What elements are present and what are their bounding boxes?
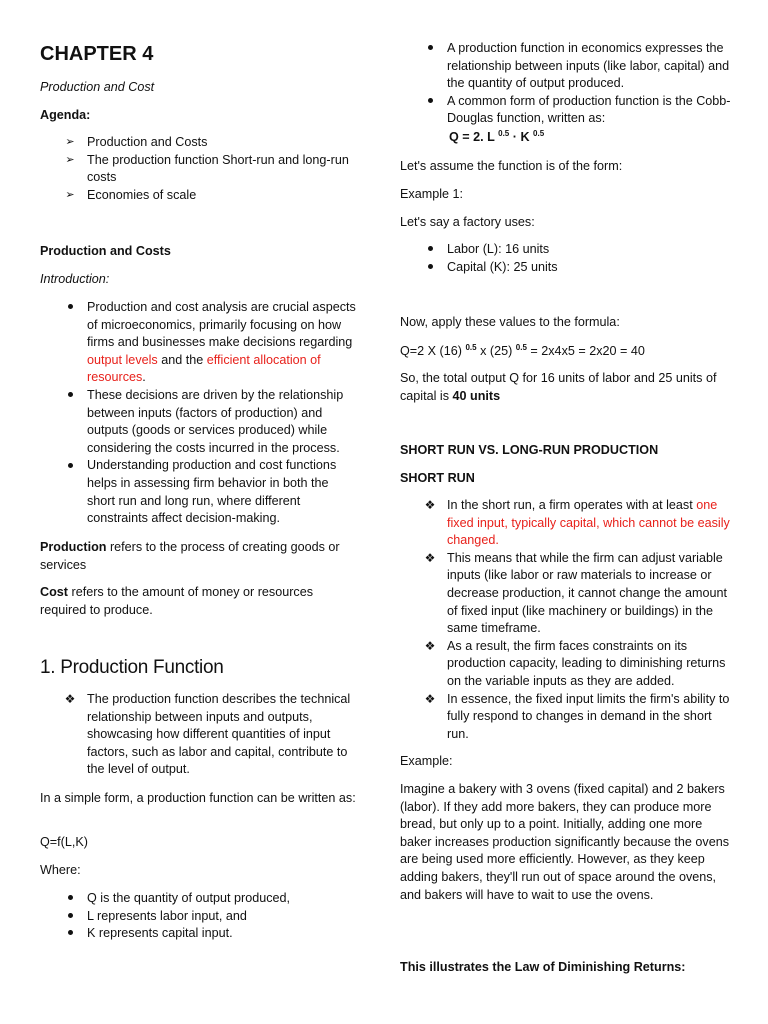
- list-item: ❖ In the short run, a firm operates with at least one fixed input, typically capital, which cannot be easily changed.: [400, 497, 736, 550]
- arrow-bullet-icon: ➢: [65, 153, 75, 166]
- intro-list: [40, 299, 358, 528]
- bullet-dot-icon: [60, 387, 80, 405]
- list-item: ❖ As a result, the firm faces constraints on its production capacity, leading to diminishing returns on the variable inputs as they are added.: [400, 638, 736, 691]
- diamond-bullet-icon: ❖: [64, 692, 76, 706]
- diamond-bullet-icon: ❖: [424, 550, 436, 565]
- bullet-dot-icon: [60, 457, 80, 475]
- bullet-dot-icon: [60, 908, 80, 926]
- list-item: These decisions are driven by the relationship between inputs (factors of production) and outputs (goods or services produced) while considering the costs incurred in the process.: [40, 387, 358, 457]
- example1-label: Example 1:: [400, 187, 463, 201]
- production-function-formula: Q=f(L,K): [40, 835, 88, 849]
- example-label: Example:: [400, 754, 453, 768]
- list-item: ❖ This means that while the firm can adjust variable inputs (like labor or raw materials to increase or decrease production, it cannot change the amount of fixed input (like machinery or buildings) in the same timeframe.: [400, 550, 736, 638]
- factory-text: Let's say a factory uses:: [400, 215, 535, 229]
- bullet-dot-icon: [420, 93, 440, 111]
- bullet-dot-icon: [60, 299, 80, 317]
- production-function-heading: 1. Production Function: [40, 657, 224, 678]
- agenda-item: ➢ The production function Short-run and long-run costs: [40, 152, 358, 187]
- production-definition: Production refers to the process of creating goods or services: [40, 540, 340, 572]
- total-output-text: So, the total output Q for 16 units of labor and 25 units of capital is 40 units: [400, 371, 717, 403]
- agenda-label: Agenda:: [40, 108, 91, 122]
- where-label: Where:: [40, 863, 81, 877]
- diamond-bullet-icon: ❖: [424, 638, 436, 653]
- pf-list: [40, 691, 358, 779]
- arrow-bullet-icon: ➢: [65, 188, 75, 201]
- cobb-douglas-formula: Q = 2. L $^{0.5}$ · K $^{0.5}$: [449, 128, 545, 144]
- bullet-dot-icon: [60, 890, 80, 908]
- where-list: [40, 890, 358, 943]
- law-heading: This illustrates the Law of Diminishing Returns:: [400, 960, 686, 974]
- arrow-bullet-icon: ➢: [65, 136, 75, 148]
- chapter-title: CHAPTER 4: [40, 43, 154, 65]
- list-item: Labor (L): 16 units: [400, 241, 736, 259]
- agenda-item: ➢ Production and Costs: [40, 134, 358, 152]
- list-item: ❖ The production function describes the technical relationship between inputs and outputs, showcasing how different quantities of input factors, such as labor and capital, contribute to the level of output.: [40, 691, 358, 779]
- short-run-heading: SHORT RUN: [400, 471, 475, 485]
- bakery-example: Imagine a bakery with 3 ovens (fixed capital) and 2 bakers (labor). If they add more bakers, they can produce more bread, but only up to a point. Initially, adding one more baker increases production significantly because the ovens are being used more efficiently. However, as they keep adding bakers, they'll run out of space around the ovens, and bakers will have to wait to use the ovens.: [400, 782, 730, 902]
- bullet-dot-icon: [420, 40, 440, 58]
- list-item: A production function in economics expresses the relationship between inputs (like labor, capital) and the quantity of output produced.: [400, 40, 736, 93]
- bullet-dot-icon: [420, 241, 440, 259]
- agenda-item: ➢ Economies of scale: [40, 187, 358, 205]
- diamond-bullet-icon: ❖: [424, 691, 436, 706]
- section-heading: Production and Costs: [40, 244, 171, 258]
- chapter-subtitle: Production and Cost: [40, 80, 155, 94]
- intro-label: Introduction:: [40, 272, 110, 286]
- list-item: Capital (K): 25 units: [400, 259, 736, 277]
- list-item: L represents labor input, and: [40, 908, 358, 926]
- list-item: K represents capital input.: [40, 925, 358, 943]
- inputs-list: [400, 241, 736, 276]
- short-long-run-heading: SHORT RUN VS. LONG-RUN PRODUCTION: [400, 443, 659, 457]
- simple-form-text: In a simple form, a production function can be written as:: [40, 791, 356, 805]
- cost-definition: Cost refers to the amount of money or resources required to produce.: [40, 585, 313, 617]
- list-item: Understanding production and cost functions helps in assessing firm behavior in both the short run and long run, where different constraints affect decision-making.: [40, 457, 358, 527]
- calculation: Q=2 X (16) $^{0.5}$ x (25) $^{0.5}$ = 2x4x5 = 2x20 = 40: [400, 342, 645, 358]
- production-function-list: [400, 40, 736, 128]
- list-item: ❖ In essence, the fixed input limits the firm's ability to fully respond to changes in demand in the short run.: [400, 691, 736, 744]
- diamond-bullet-icon: ❖: [424, 498, 436, 512]
- assume-text: Let's assume the function is of the form:: [400, 159, 623, 173]
- list-item: Q is the quantity of output produced,: [40, 890, 358, 908]
- agenda-list: [40, 134, 358, 204]
- apply-text: Now, apply these values to the formula:: [400, 315, 620, 329]
- list-item: Production and cost analysis are crucial aspects of microeconomics, primarily focusing on how firms and businesses make decisions regarding output levels and the efficient allocation of resources.: [40, 299, 358, 387]
- list-item: A common form of production function is the Cobb-Douglas function, written as:: [400, 93, 736, 128]
- short-run-list: [400, 497, 736, 743]
- bullet-dot-icon: [420, 259, 440, 277]
- bullet-dot-icon: [60, 925, 80, 943]
